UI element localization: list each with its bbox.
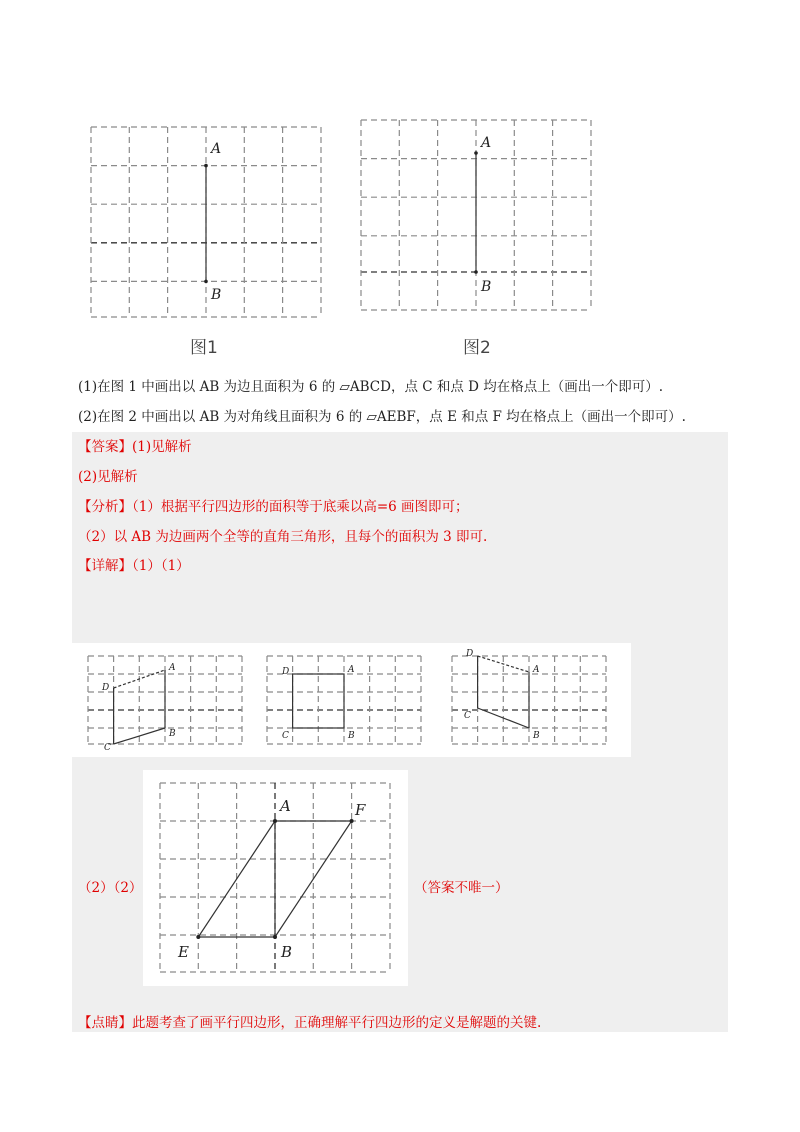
figure-1-grid: [88, 124, 324, 320]
part2-note: （答案不唯一）: [414, 880, 509, 896]
analysis-line-1: [78, 497, 469, 517]
figure-1-caption: 图1: [190, 338, 218, 358]
detail-part-2-label: （2）（2）: [78, 880, 143, 896]
question-2: (2)在图 2 中画出以 AB 为对角线且面积为 6 的 ▱AEBF，点 E 和点 F 均在格点上（画出一个即可）.: [78, 409, 686, 425]
sketch3-label-a: A: [533, 665, 540, 675]
part2-label-f: F: [355, 801, 366, 819]
analysis-text-1: （1）根据平行四边形的面积等于底乘以高=6 画图即可；: [132, 499, 469, 515]
fig2-label-a: A: [481, 135, 492, 151]
detail-line-1: [78, 556, 190, 576]
solution-sketch-2: [261, 650, 431, 750]
sketch1-label-b: B: [169, 729, 176, 739]
part2-label-e: E: [178, 943, 189, 961]
answer-part-1: (1)见解析: [132, 439, 192, 455]
fig2-label-b: B: [481, 279, 492, 295]
comment-text: 此题考查了画平行四边形，正确理解平行四边形的定义是解题的关键.: [132, 1015, 542, 1031]
sketch3-label-b: B: [533, 731, 540, 741]
sketch2-label-a: A: [348, 665, 355, 675]
fig1-label-a: A: [211, 141, 222, 157]
solution-sketch-1: [82, 650, 252, 750]
question-1: (1)在图 1 中画出以 AB 为边且面积为 6 的 ▱ABCD，点 C 和点 D 均在格点上（画出一个即可）.: [78, 379, 664, 395]
sketch2-label-c: C: [282, 731, 289, 741]
part2-figure: [150, 777, 404, 983]
answer-line-1: [78, 437, 192, 457]
sketch2-label-b: B: [348, 731, 355, 741]
figure-2-grid: [358, 117, 594, 313]
analysis-text-2: （2）以 AB 为边画两个全等的直角三角形，且每个的面积为 3 即可.: [78, 529, 488, 545]
analysis-label: 【分析】: [78, 499, 132, 515]
answer-label: 【答案】: [78, 439, 132, 455]
sketch1-label-d: D: [102, 683, 110, 693]
detail-part-1-label: （1）（1）: [132, 558, 190, 574]
comment-line: [78, 1013, 541, 1033]
sketch3-label-c: C: [464, 711, 471, 721]
answer-part-2: (2)见解析: [78, 469, 138, 485]
sketch1-label-a: A: [169, 663, 176, 673]
detail-label: 【详解】: [78, 558, 132, 574]
sketch3-label-d: D: [466, 649, 474, 659]
part2-label-b: B: [281, 943, 293, 961]
sketch2-label-d: D: [282, 667, 290, 677]
part2-label-a: A: [280, 797, 291, 815]
solution-sketch-3: [446, 646, 616, 750]
fig1-label-b: B: [211, 287, 222, 303]
sketch1-label-c: C: [104, 743, 111, 750]
figure-2-caption: 图2: [463, 338, 491, 358]
comment-label: 【点睛】: [78, 1015, 132, 1031]
